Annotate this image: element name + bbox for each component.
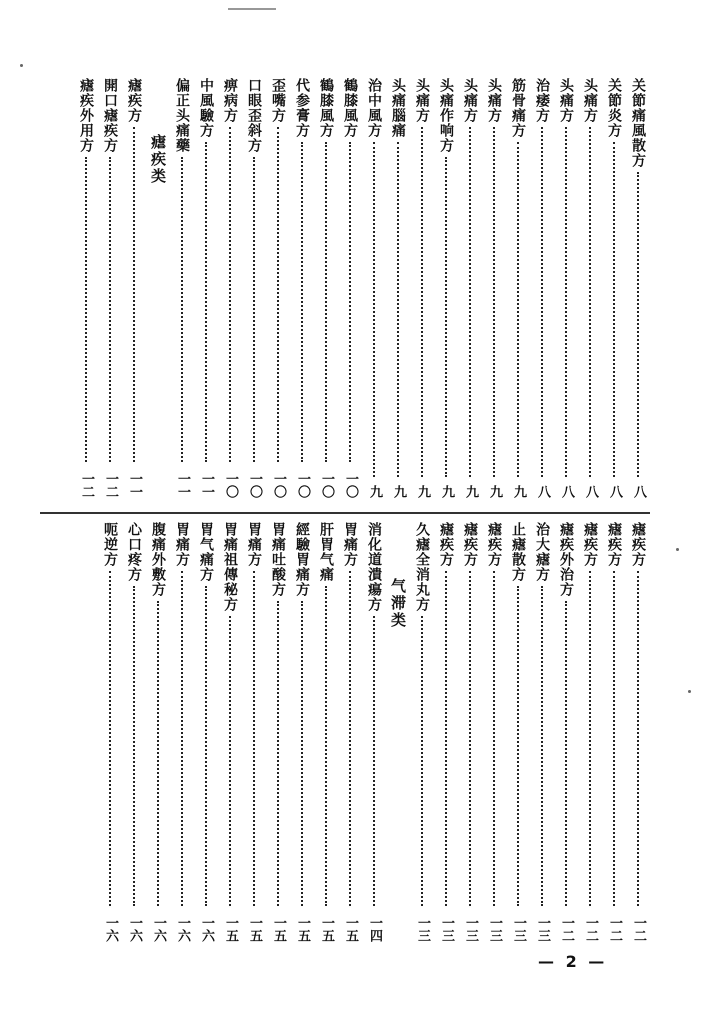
toc-entry-page: 九 (511, 485, 526, 498)
leader-dots (181, 571, 183, 906)
toc-entry-page: 八 (607, 485, 622, 498)
toc-entry (242, 522, 266, 942)
toc-entry-page: 一三 (415, 916, 430, 942)
toc-entry (554, 522, 578, 942)
toc-entry-title: 治大瘧方 (534, 522, 550, 582)
toc-entry-title: 胃气痛方 (198, 522, 214, 582)
section-divider (40, 512, 650, 514)
leader-dots (229, 616, 231, 906)
leader-dots (613, 142, 615, 477)
toc-entry-page: 一六 (199, 916, 214, 942)
toc-entry-page: 一五 (319, 916, 334, 942)
category-heading-column (146, 78, 170, 498)
leader-dots (469, 571, 471, 906)
leader-dots (469, 127, 471, 477)
toc-entry-page: 一三 (535, 916, 550, 942)
toc-entry-title: 鶴膝風方 (342, 78, 358, 138)
leader-dots (325, 142, 327, 462)
toc-entry-title: 头痛方 (582, 78, 598, 123)
leader-dots (493, 127, 495, 477)
toc-entry-title: 瘧疾方 (630, 522, 646, 567)
toc-entry (122, 78, 146, 498)
toc-entry (578, 522, 602, 942)
scan-speck (688, 690, 691, 693)
toc-entry-page: 九 (463, 485, 478, 498)
toc-entry-title: 瘧疾方 (462, 522, 478, 567)
toc-entry (242, 78, 266, 498)
toc-entry-page: 一二 (607, 916, 622, 942)
toc-entry-page: 一五 (295, 916, 310, 942)
toc-entry-title: 头痛作响方 (438, 78, 454, 153)
toc-entry-page: 一〇 (223, 472, 238, 498)
toc-entry (194, 522, 218, 942)
toc-entry-title: 头痛方 (462, 78, 478, 123)
toc-entry (170, 522, 194, 942)
toc-entry (602, 522, 626, 942)
toc-column-list (98, 522, 650, 942)
toc-entry-page: 一六 (127, 916, 142, 942)
leader-dots (157, 601, 159, 906)
leader-dots (349, 142, 351, 462)
leader-dots (109, 157, 111, 462)
leader-dots (373, 616, 375, 906)
toc-entry-page: 一二 (583, 916, 598, 942)
leader-dots (133, 586, 135, 906)
toc-section-upper (40, 78, 650, 498)
leader-dots (397, 142, 399, 477)
toc-entry (482, 522, 506, 942)
toc-entry (218, 78, 242, 498)
toc-entry-page: 八 (559, 485, 574, 498)
toc-entry-page: 九 (367, 485, 382, 498)
leader-dots (637, 571, 639, 906)
toc-entry (74, 78, 98, 498)
category-heading: 瘧疾类 (149, 134, 167, 185)
toc-entry-title: 关節痛風散方 (630, 78, 646, 168)
toc-entry (530, 78, 554, 498)
leader-dots (445, 571, 447, 906)
toc-entry-title: 瘧疾方 (606, 522, 622, 567)
toc-entry-page: 九 (439, 485, 454, 498)
toc-entry (98, 78, 122, 498)
leader-dots (589, 571, 591, 906)
leader-dots (253, 571, 255, 906)
toc-entry-page: 一〇 (319, 472, 334, 498)
toc-entry-title: 瘧疾方 (126, 78, 142, 123)
leader-dots (421, 127, 423, 477)
leader-dots (517, 142, 519, 477)
toc-entry-title: 痹病方 (222, 78, 238, 123)
leader-dots (205, 142, 207, 462)
toc-entry-title: 瘧疾外用方 (78, 78, 94, 153)
leader-dots (445, 157, 447, 477)
toc-entry (194, 78, 218, 498)
leader-dots (205, 586, 207, 906)
leader-dots (349, 571, 351, 906)
toc-entry-title: 治中風方 (366, 78, 382, 138)
toc-entry-page: 一一 (127, 472, 142, 498)
toc-entry-page: 九 (487, 485, 502, 498)
toc-entry-title: 消化道潰瘍方 (366, 522, 382, 612)
toc-entry (578, 78, 602, 498)
toc-entry-page: 一五 (271, 916, 286, 942)
leader-dots (229, 127, 231, 462)
toc-entry (506, 78, 530, 498)
toc-entry-title: 歪嘴方 (270, 78, 286, 123)
toc-entry-title: 偏正头痛藥 (174, 78, 190, 153)
toc-entry-title: 胃痛祖傳秘方 (222, 522, 238, 612)
toc-entry-page: 一三 (439, 916, 454, 942)
toc-entry (554, 78, 578, 498)
toc-entry-page: 一六 (175, 916, 190, 942)
toc-entry (98, 522, 122, 942)
toc-entry-page: 八 (631, 485, 646, 498)
toc-entry (290, 78, 314, 498)
toc-entry (218, 522, 242, 942)
toc-entry (434, 522, 458, 942)
toc-entry-page: 八 (535, 485, 550, 498)
toc-entry (338, 522, 362, 942)
toc-entry-page: 一三 (511, 916, 526, 942)
leader-dots (181, 157, 183, 462)
toc-entry-page: 一〇 (295, 472, 310, 498)
toc-entry (362, 78, 386, 498)
toc-entry-title: 治痿方 (534, 78, 550, 123)
toc-column-list (74, 78, 650, 498)
toc-entry-page: 一五 (343, 916, 358, 942)
leader-dots (277, 601, 279, 906)
toc-entry (266, 78, 290, 498)
toc-entry (170, 78, 194, 498)
toc-entry-title: 久瘧全消丸方 (414, 522, 430, 612)
toc-entry (266, 522, 290, 942)
leader-dots (421, 616, 423, 906)
scan-speck (676, 548, 679, 551)
category-heading: 气滞类 (389, 578, 407, 629)
leader-dots (565, 601, 567, 906)
toc-entry-page: 一二 (79, 472, 94, 498)
toc-entry-title: 中風驗方 (198, 78, 214, 138)
toc-entry-page: 一一 (199, 472, 214, 498)
toc-entry (602, 78, 626, 498)
toc-entry (122, 522, 146, 942)
toc-entry-title: 呃逆方 (102, 522, 118, 567)
toc-entry-title: 肝胃气痛 (318, 522, 334, 582)
leader-dots (637, 172, 639, 477)
toc-entry (410, 78, 434, 498)
toc-section-lower (40, 522, 650, 942)
toc-entry-page: 一五 (223, 916, 238, 942)
category-heading-column (386, 522, 410, 942)
leader-dots (493, 571, 495, 906)
toc-entry (434, 78, 458, 498)
toc-entry-page: 一〇 (271, 472, 286, 498)
toc-entry-title: 瘧疾外治方 (558, 522, 574, 597)
scan-speck (20, 64, 23, 67)
toc-entry-title: 胃痛方 (174, 522, 190, 567)
toc-entry-title: 瘧疾方 (438, 522, 454, 567)
toc-entry-page: 一〇 (247, 472, 262, 498)
toc-entry-title: 关節炎方 (606, 78, 622, 138)
toc-entry-title: 头痛方 (414, 78, 430, 123)
toc-entry-page: 八 (583, 485, 598, 498)
leader-dots (589, 127, 591, 477)
leader-dots (277, 127, 279, 462)
leader-dots (85, 157, 87, 462)
toc-entry (410, 522, 434, 942)
toc-entry-title: 腹痛外敷方 (150, 522, 166, 597)
leader-dots (253, 157, 255, 462)
toc-entry-page: 一二 (103, 472, 118, 498)
toc-entry (626, 522, 650, 942)
leader-dots (541, 586, 543, 906)
toc-entry (626, 78, 650, 498)
toc-entry-title: 口眼歪斜方 (246, 78, 262, 153)
leader-dots (565, 127, 567, 477)
toc-entry-title: 止瘧散方 (510, 522, 526, 582)
toc-entry-page: 一二 (559, 916, 574, 942)
toc-entry-title: 胃痛方 (342, 522, 358, 567)
toc-entry-page: 一五 (247, 916, 262, 942)
toc-entry-page: 一三 (487, 916, 502, 942)
toc-entry (530, 522, 554, 942)
toc-entry (338, 78, 362, 498)
toc-entry-title: 鶴膝風方 (318, 78, 334, 138)
toc-entry-page: 一〇 (343, 472, 358, 498)
page-number: — 2 — (538, 952, 608, 971)
toc-entry-title: 瘧疾方 (582, 522, 598, 567)
toc-entry (314, 522, 338, 942)
toc-entry-title: 心口疼方 (126, 522, 142, 582)
leader-dots (517, 586, 519, 906)
toc-entry-title: 瘧疾方 (486, 522, 502, 567)
leader-dots (373, 142, 375, 477)
toc-entry (146, 522, 170, 942)
toc-entry-page: 一二 (631, 916, 646, 942)
toc-entry-title: 開口瘧疾方 (102, 78, 118, 153)
toc-entry-title: 筋骨痛方 (510, 78, 526, 138)
toc-entry-title: 代参膏方 (294, 78, 310, 138)
toc-entry-title: 胃痛方 (246, 522, 262, 567)
toc-entry-title: 胃痛吐酸方 (270, 522, 286, 597)
toc-entry (290, 522, 314, 942)
toc-entry (386, 78, 410, 498)
toc-entry-page: 一三 (463, 916, 478, 942)
toc-entry (458, 522, 482, 942)
leader-dots (301, 601, 303, 906)
toc-entry-page: 一一 (175, 472, 190, 498)
toc-entry-page: 一六 (103, 916, 118, 942)
toc-entry-title: 头痛方 (486, 78, 502, 123)
toc-entry-page: 九 (391, 485, 406, 498)
toc-entry (458, 78, 482, 498)
toc-entry (506, 522, 530, 942)
toc-entry (482, 78, 506, 498)
toc-entry-page: 一四 (367, 916, 382, 942)
leader-dots (613, 571, 615, 906)
toc-entry-title: 头痛腦痛 (390, 78, 406, 138)
leader-dots (301, 142, 303, 462)
leader-dots (325, 586, 327, 906)
leader-dots (133, 127, 135, 462)
top-edge-mark (228, 0, 276, 10)
toc-entry-title: 头痛方 (558, 78, 574, 123)
toc-entry-page: 九 (415, 485, 430, 498)
leader-dots (541, 127, 543, 477)
leader-dots (109, 571, 111, 906)
toc-entry-title: 經驗胃痛方 (294, 522, 310, 597)
toc-entry (314, 78, 338, 498)
toc-entry (362, 522, 386, 942)
toc-entry-page: 一六 (151, 916, 166, 942)
